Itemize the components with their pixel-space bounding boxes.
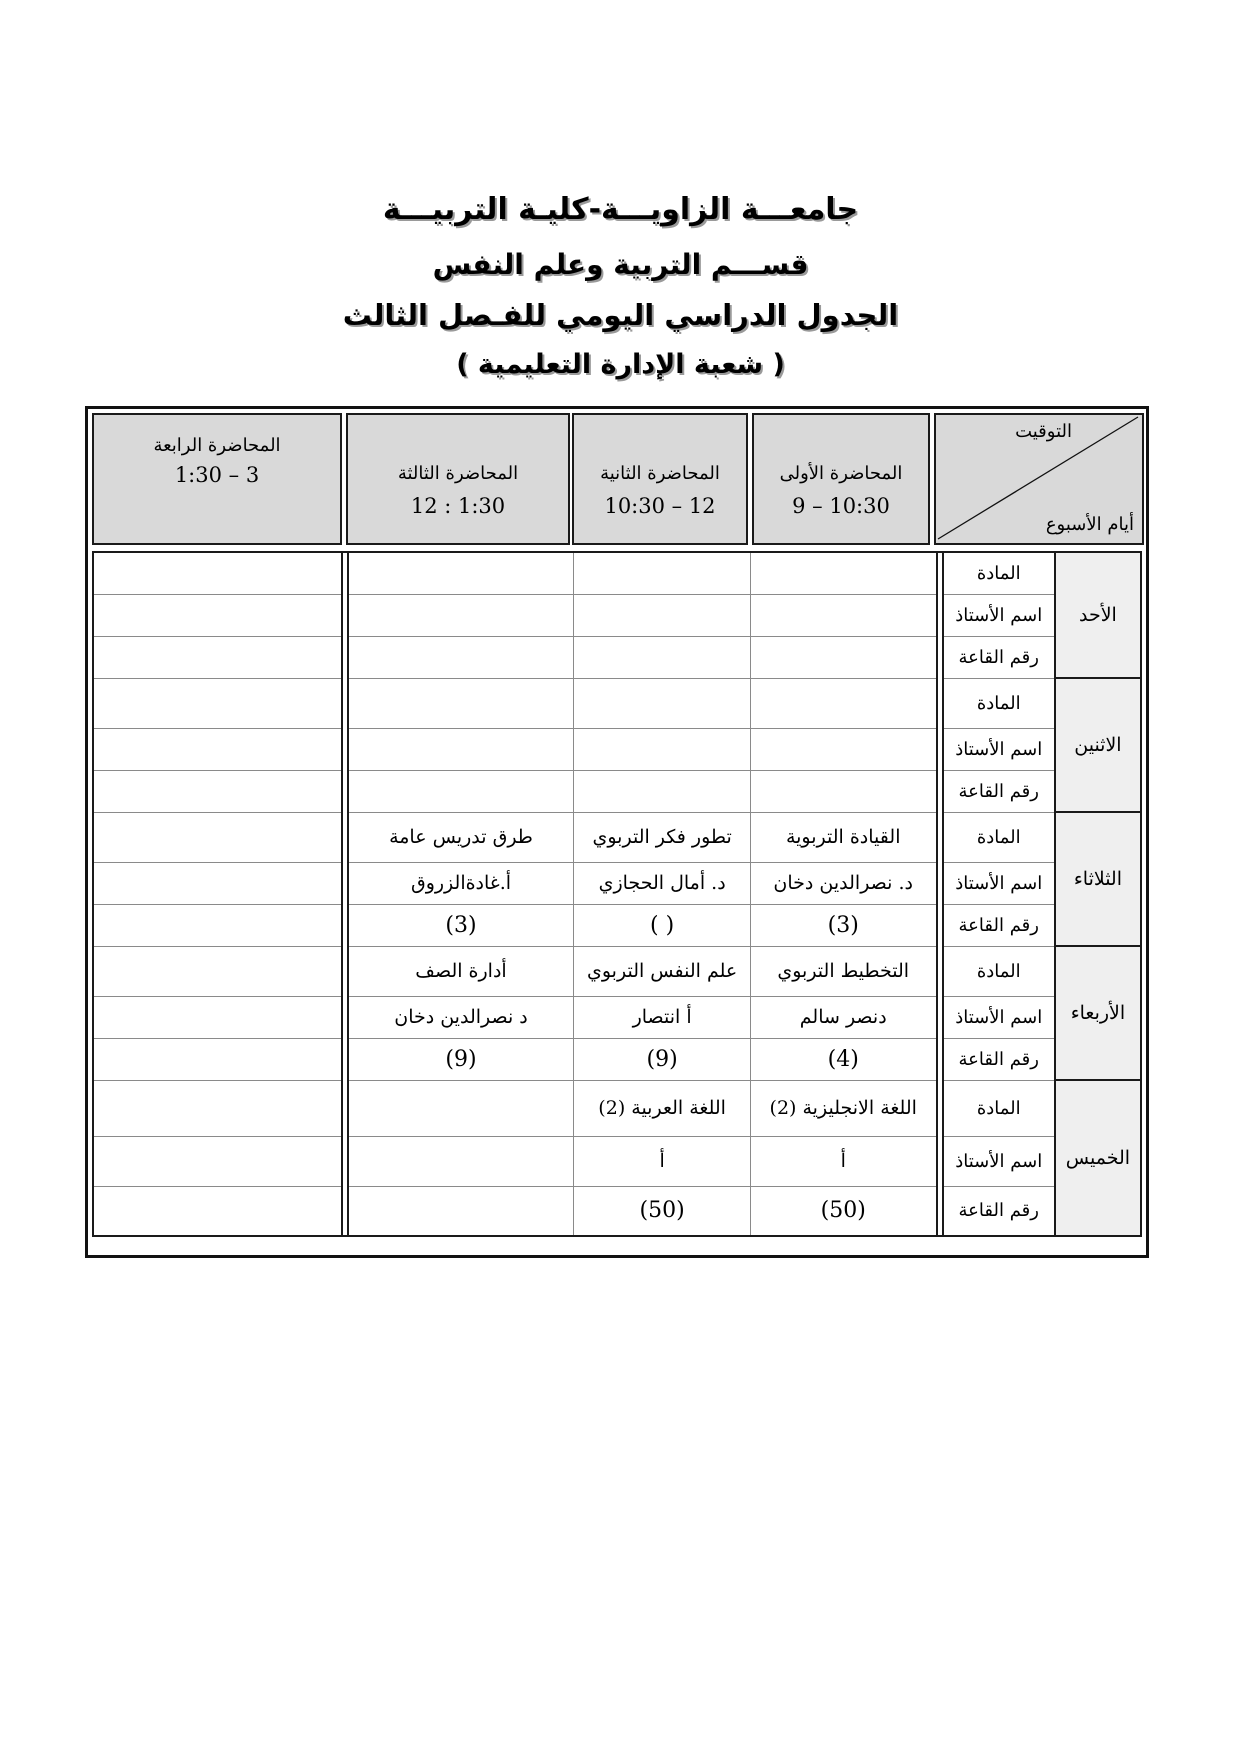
row-label-room: رقم القاعة — [943, 1186, 1055, 1236]
cell-teacher-lecture-1: أ — [750, 1136, 936, 1186]
cell-teacher-lecture-1: دنصر سالم — [750, 996, 936, 1038]
row-label-teacher: اسم الأستاذ — [943, 996, 1055, 1038]
cell-teacher-lecture-2: د. أمال الحجازي — [574, 862, 750, 904]
row-label-subject: المادة — [943, 946, 1055, 996]
cell-subject-lecture-2: علم النفس التربوي — [574, 946, 750, 996]
cell-teacher-lecture-2: أ انتصار — [574, 996, 750, 1038]
cell-subject-lecture-4 — [93, 552, 342, 594]
row-label-room: رقم القاعة — [943, 636, 1055, 678]
table-row — [93, 678, 1141, 728]
table-row — [93, 636, 1141, 678]
lecture-2-name: المحاضرة الثانية — [600, 463, 720, 484]
cell-room-lecture-3: (3) — [348, 904, 574, 946]
cell-teacher-lecture-3 — [348, 1136, 574, 1186]
cell-subject-lecture-4 — [93, 1080, 342, 1136]
cell-subject-lecture-3: طرق تدريس عامة — [348, 812, 574, 862]
lecture-4-time: 1:30 – 3 — [174, 463, 260, 487]
row-label-teacher: اسم الأستاذ — [943, 728, 1055, 770]
lecture-3-time: 12 : 1:30 — [410, 494, 506, 518]
table-row — [93, 812, 1141, 862]
cell-room-lecture-1: (50) — [750, 1186, 936, 1236]
cell-room-lecture-2 — [574, 770, 750, 812]
cell-subject-lecture-3 — [348, 552, 574, 594]
cell-room-lecture-1: (4) — [750, 1038, 936, 1080]
row-label-teacher: اسم الأستاذ — [943, 594, 1055, 636]
cell-room-lecture-4 — [93, 636, 342, 678]
cell-teacher-lecture-4 — [93, 1136, 342, 1186]
cell-subject-lecture-1: اللغة الانجليزية (2) — [750, 1080, 936, 1136]
department-title: قســـم التربية وعلم النفس — [432, 248, 809, 281]
lecture-1-time: 9 – 10:30 — [792, 494, 890, 518]
cell-teacher-lecture-2 — [574, 728, 750, 770]
corner-cell — [935, 414, 1143, 544]
division-title: ( شعبة الإدارة التعليمية ) — [456, 349, 785, 380]
cell-subject-lecture-4 — [93, 678, 342, 728]
cell-subject-lecture-4 — [93, 946, 342, 996]
table-row — [93, 1136, 1141, 1186]
corner-time-label: التوقيت — [1015, 421, 1072, 442]
row-label-teacher: اسم الأستاذ — [943, 862, 1055, 904]
table-row — [93, 862, 1141, 904]
table-row — [93, 552, 1141, 594]
university-title: جامعـــة الزاويـــة-كليـة التربيـــة — [382, 192, 859, 227]
cell-teacher-lecture-2 — [574, 594, 750, 636]
cell-room-lecture-1 — [750, 770, 936, 812]
cell-room-lecture-4 — [93, 1186, 342, 1236]
cell-subject-lecture-1 — [750, 552, 936, 594]
cell-teacher-lecture-3 — [348, 594, 574, 636]
lecture-2-time: 10:30 – 12 — [604, 494, 716, 518]
table-row — [93, 946, 1141, 996]
table-row — [93, 1080, 1141, 1136]
day-label: الأربعاء — [1055, 946, 1141, 1080]
table-row — [93, 1038, 1141, 1080]
cell-room-lecture-4 — [93, 1038, 342, 1080]
lecture-header-1 — [753, 414, 929, 544]
cell-room-lecture-3: (9) — [348, 1038, 574, 1080]
cell-room-lecture-3 — [348, 770, 574, 812]
row-label-subject: المادة — [943, 812, 1055, 862]
cell-teacher-lecture-3: أ.غادةالزروق — [348, 862, 574, 904]
cell-subject-lecture-1 — [750, 678, 936, 728]
cell-room-lecture-3 — [348, 636, 574, 678]
cell-teacher-lecture-2: أ — [574, 1136, 750, 1186]
corner-days-label: أيام الأسبوع — [1045, 514, 1134, 535]
row-label-subject: المادة — [943, 552, 1055, 594]
schedule-frame — [85, 406, 1149, 1258]
day-label: الخميس — [1055, 1080, 1141, 1236]
cell-room-lecture-4 — [93, 770, 342, 812]
cell-teacher-lecture-4 — [93, 594, 342, 636]
cell-teacher-lecture-3 — [348, 728, 574, 770]
cell-teacher-lecture-1: د. نصرالدين دخان — [750, 862, 936, 904]
cell-teacher-lecture-1 — [750, 728, 936, 770]
day-label: الاثنين — [1055, 678, 1141, 812]
cell-teacher-lecture-4 — [93, 862, 342, 904]
day-label: الثلاثاء — [1055, 812, 1141, 946]
cell-subject-lecture-2: تطور فكر التربوي — [574, 812, 750, 862]
row-label-subject: المادة — [943, 678, 1055, 728]
cell-subject-lecture-4 — [93, 812, 342, 862]
cell-subject-lecture-2: اللغة العربية (2) — [574, 1080, 750, 1136]
cell-subject-lecture-2 — [574, 678, 750, 728]
row-label-subject: المادة — [943, 1080, 1055, 1136]
lecture-header-2 — [573, 414, 747, 544]
row-label-room: رقم القاعة — [943, 770, 1055, 812]
cell-subject-lecture-1: القيادة التربوية — [750, 812, 936, 862]
cell-room-lecture-3 — [348, 1186, 574, 1236]
schedule-header — [92, 413, 1144, 545]
cell-subject-lecture-2 — [574, 552, 750, 594]
cell-room-lecture-2: (50) — [574, 1186, 750, 1236]
table-row — [93, 996, 1141, 1038]
cell-teacher-lecture-4 — [93, 728, 342, 770]
day-label: الأحد — [1055, 552, 1141, 678]
lecture-header-4 — [93, 414, 341, 544]
row-label-room: رقم القاعة — [943, 1038, 1055, 1080]
cell-subject-lecture-3 — [348, 1080, 574, 1136]
table-row — [93, 728, 1141, 770]
schedule-body — [92, 551, 1142, 1237]
cell-teacher-lecture-3: د نصرالدين دخان — [348, 996, 574, 1038]
cell-room-lecture-2 — [574, 636, 750, 678]
lecture-1-name: المحاضرة الأولى — [779, 463, 903, 484]
cell-teacher-lecture-1 — [750, 594, 936, 636]
cell-subject-lecture-1: التخطيط التربوي — [750, 946, 936, 996]
cell-room-lecture-4 — [93, 904, 342, 946]
cell-room-lecture-2: ( ) — [574, 904, 750, 946]
cell-room-lecture-1 — [750, 636, 936, 678]
table-row — [93, 770, 1141, 812]
lecture-header-3 — [347, 414, 569, 544]
row-label-teacher: اسم الأستاذ — [943, 1136, 1055, 1186]
cell-room-lecture-1: (3) — [750, 904, 936, 946]
table-row — [93, 904, 1141, 946]
cell-room-lecture-2: (9) — [574, 1038, 750, 1080]
schedule-title: الجدول الدراسي اليومي للفـصل الثالث — [342, 298, 899, 332]
row-label-room: رقم القاعة — [943, 904, 1055, 946]
lecture-3-name: المحاضرة الثالثة — [397, 463, 519, 484]
table-row — [93, 1186, 1141, 1236]
table-row — [93, 594, 1141, 636]
lecture-4-name: المحاضرة الرابعة — [153, 435, 281, 456]
cell-teacher-lecture-4 — [93, 996, 342, 1038]
cell-subject-lecture-3 — [348, 678, 574, 728]
cell-subject-lecture-3: أدارة الصف — [348, 946, 574, 996]
